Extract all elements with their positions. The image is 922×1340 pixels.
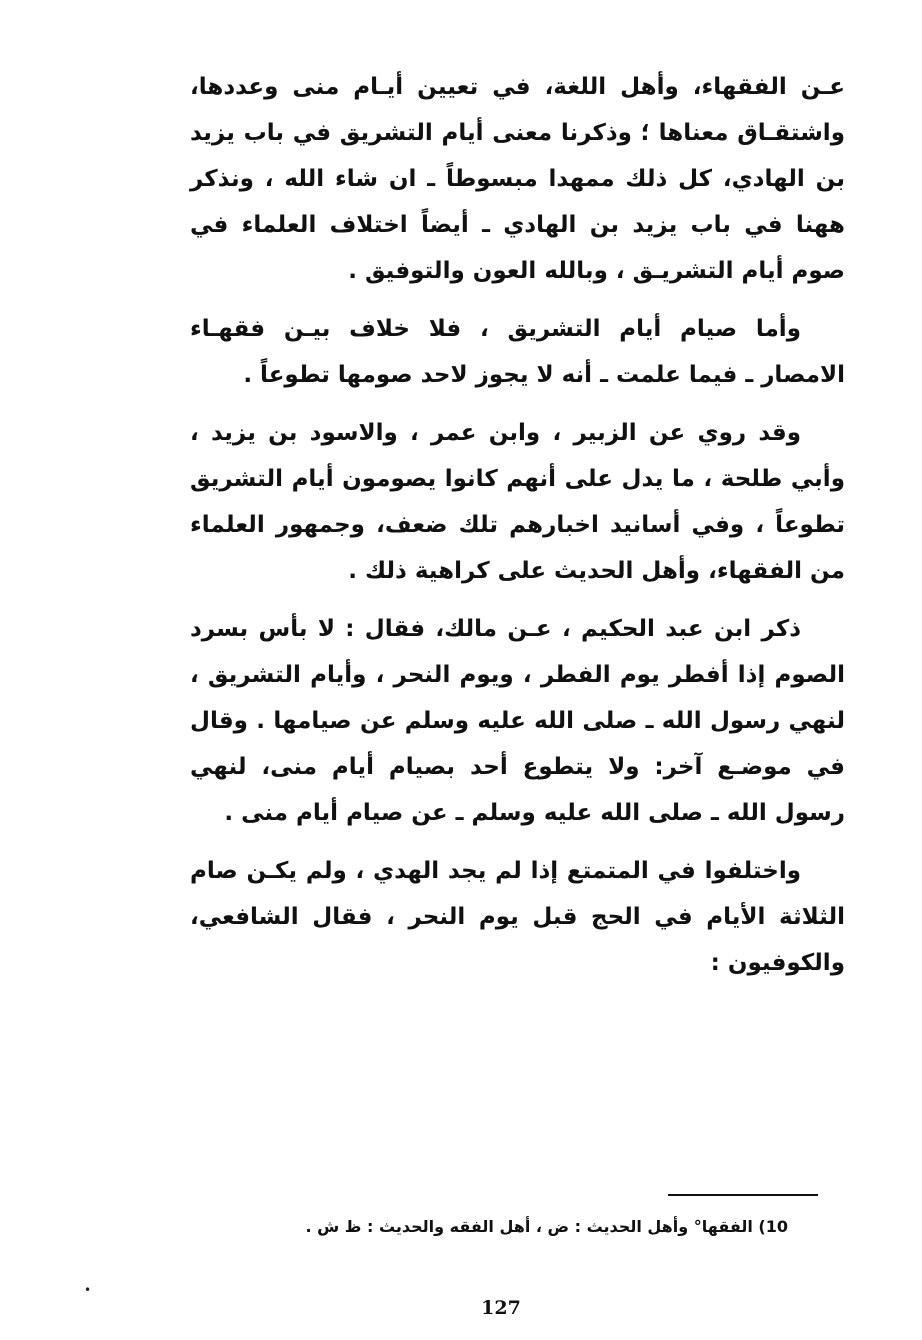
paragraph-5: واختلفوا في المتمتع إذا لم يجد الهدي ، ولم يكـن صام الثلاثة الأيام في الحج قبل يوم النحر ، فقال الشافعي، والكوفيون : (190, 858, 845, 976)
paragraph-1: عـن الفقهاء، وأهل اللغة، في تعيين أيـام منى وعددها، واشتقـاق معناها ؛ وذكرنا معنى أيام التشريق في باب يزيد بن الهادي، كل ذلك ممهدا مبسوطاً ـ ان شاء الله ، ونذكر ههنا في باب يزيد بن الهادي ـ أيضاً اختلاف العلماء في صوم أيام التشريـق ، وبالله العون والتوفيق . (190, 74, 845, 284)
paragraph-2: وأما صيام أيام التشريق ، فلا خلاف بيـن فقهـاء الامصار ـ فيما علمت ـ أنه لا يجوز لاحد صومها تطوعاً . (190, 316, 845, 388)
scan-speck: • (84, 1283, 92, 1297)
paragraph-4: ذكر ابن عبد الحكيم ، عـن مالك، فقال : لا بأس بسرد الصوم إذا أفطر يوم الفطر ، ويوم النحر ، وأيام التشريق ، لنهي رسول الله ـ صلى الله عليه وسلم عن صيامها . وقال في موضـع آخر: ولا يتطوع أحد بصيام أيام منى، لنهي رسول الله ـ صلى الله عليه وسلم ـ عن صيام أيام منى . (190, 616, 845, 826)
footnote: 10) الفقها° وأهل الحديث : ض ، أهل الفقه والحديث : ظ ش . (305, 1217, 788, 1236)
footnote-separator (668, 1194, 818, 1196)
page-number: 127 (481, 1297, 521, 1319)
main-text (190, 64, 845, 998)
paragraph-3: وقد روي عن الزبير ، وابن عمر ، والاسود بن يزيد ، وأبي طلحة ، ما يدل على أنهم كانوا يصومون أيام التشريق تطوعاً ، وفي أسانيد اخبارهم تلك ضعف، وجمهور العلماء من الفقهاء، وأهل الحديث على كراهية ذلك . (190, 420, 845, 584)
